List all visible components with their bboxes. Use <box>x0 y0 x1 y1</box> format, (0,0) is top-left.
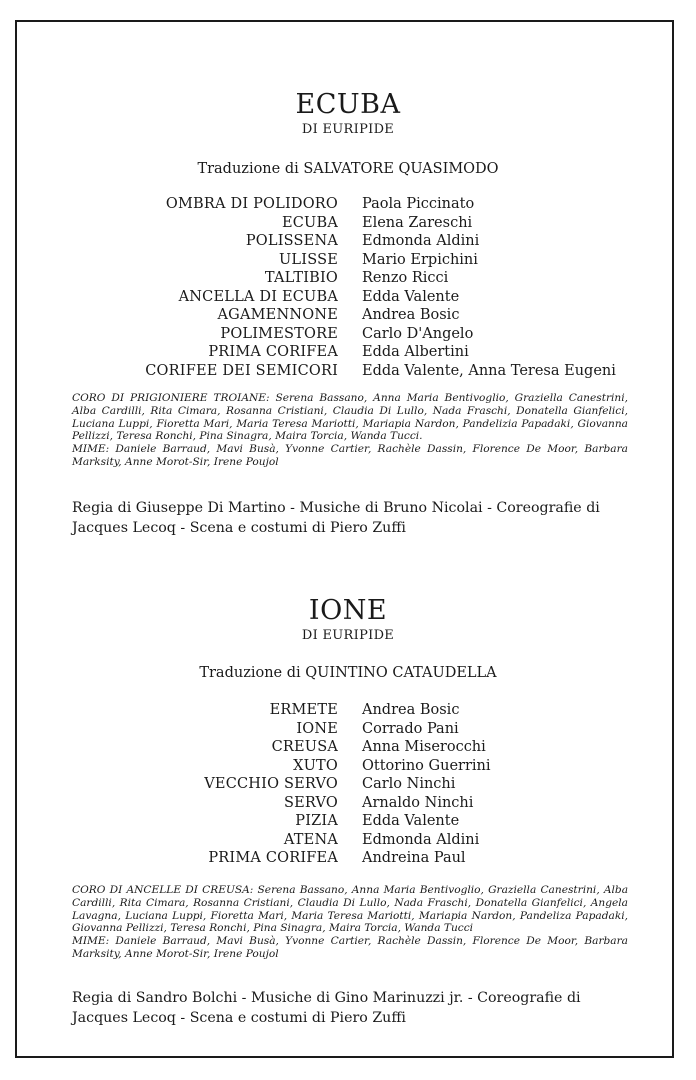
cast-actor: Edmonda Aldini <box>362 831 480 848</box>
ecuba-header <box>0 90 696 138</box>
cast-role: CORIFEE DEI SEMICORI <box>145 362 338 379</box>
cast-role: ERMETE <box>269 702 338 718</box>
cast-actor: Mario Erpichini <box>362 251 478 268</box>
cast-role: AGAMENNONE <box>217 307 338 323</box>
ecuba-translation <box>0 160 696 178</box>
chorus-members: Serena Bassano, Anna Maria Bentivoglio, Graziella Canestrini, Alba Cardilli, Rita Cimara, Rosanna Cristiani, Claudia Di Lullo, Nada Fraschi, Donatella Gianfelici, Luciana Luppi, Fioretta Mari, Maria Teresa Mariotti, Mariapia Nardon, Pandelizia Papadaki, Giovanna Pellizzi, Teresa Ronchi, Pina Sinagra, Maira Torcia, Wanda Tucci. <box>72 392 628 443</box>
play-title: ECUBA <box>295 89 401 120</box>
credits-line: Regia di Sandro Bolchi - Musiche di Gino Marinuzzi jr. - Coreografie di Jacques Lecoq - Scena e costumi di Piero Zuffi <box>72 990 581 1026</box>
mime-paragraph <box>72 935 628 961</box>
chorus-paragraph <box>72 392 628 443</box>
cast-role: TALTIBIO <box>264 270 338 286</box>
ecuba-credits <box>72 498 638 538</box>
cast-actor: Edda Valente <box>362 288 460 305</box>
mime-label: MIME: <box>72 935 110 948</box>
mime-members: Daniele Barraud, Mavi Busà, Yvonne Cartier, Rachèle Dassin, Florence De Moor, Barbara Marksity, Anne Morot-Sir, Irene Poujol <box>72 935 628 960</box>
cast-actor: Edda Valente, Anna Teresa Eugeni <box>362 362 616 379</box>
cast-role: ULISSE <box>279 251 338 268</box>
cast-role: ATENA <box>283 831 338 848</box>
ecuba-cast-list <box>0 195 696 380</box>
cast-role: SERVO <box>283 794 338 811</box>
mime-label: MIME: <box>72 443 110 456</box>
cast-actor: Andrea Bosic <box>362 307 460 323</box>
cast-role: POLIMESTORE <box>220 325 338 342</box>
cast-role: PRIMA CORIFEA <box>208 344 338 360</box>
cast-role: IONE <box>296 720 338 737</box>
cast-actor: Corrado Pani <box>362 720 459 737</box>
play-author: DI EURIPIDE <box>301 628 395 643</box>
ione-cast-list <box>0 701 696 868</box>
cast-role: XUTO <box>293 757 338 774</box>
cast-actor: Edmonda Aldini <box>362 233 480 249</box>
chorus-members: Serena Bassano, Anna Maria Bentivoglio, Graziella Canestrini, Alba Cardilli, Rita Cimara, Rosanna Cristiani, Claudia Di Lullo, Nada Fraschi, Donatella Gianfelici, Angela Lavagna, Luciana Luppi, Fioretta Mari, Maria Teresa Mariotti, Mariapia Nardon, Pandeliza Papadaki, Giovanna Pellizzi, Teresa Ronchi, Pina Sinagra, Maira Torcia, Wanda Tucci <box>72 884 629 935</box>
cast-actor: Edda Albertini <box>362 344 469 360</box>
mime-paragraph <box>72 443 628 469</box>
cast-actor: Anna Miserocchi <box>362 739 486 755</box>
ione-header <box>0 596 696 644</box>
mime-members: Daniele Barraud, Mavi Busà, Yvonne Cartier, Rachèle Dassin, Florence De Moor, Barbara Marksity, Anne Morot-Sir, Irene Poujol <box>72 443 628 468</box>
cast-role: PRIMA CORIFEA <box>208 850 338 866</box>
ecuba-chorus <box>72 392 628 469</box>
cast-role: PIZIA <box>295 813 338 829</box>
cast-role: ANCELLA DI ECUBA <box>178 288 338 305</box>
cast-role: CREUSA <box>271 739 338 755</box>
cast-role: ECUBA <box>281 214 338 231</box>
cast-actor: Andrea Bosic <box>362 702 460 718</box>
translator-line: Traduzione di QUINTINO CATAUDELLA <box>199 665 497 681</box>
credits-line: Regia di Giuseppe Di Martino - Musiche di Bruno Nicolai - Coreografie di Jacques Lecoq - Scena e costumi di Piero Zuffi <box>72 500 600 536</box>
cast-list <box>0 701 696 868</box>
cast-actor: Edda Valente <box>362 813 460 829</box>
cast-role: POLISSENA <box>245 233 338 249</box>
play-author: DI EURIPIDE <box>301 122 395 137</box>
translator-line: Traduzione di SALVATORE QUASIMODO <box>197 161 499 177</box>
cast-actor: Carlo Ninchi <box>362 776 456 792</box>
ione-credits <box>72 988 638 1028</box>
ione-translation <box>0 664 696 682</box>
cast-actor: Carlo D'Angelo <box>362 325 474 342</box>
cast-list <box>0 195 696 380</box>
cast-actor: Paola Piccinato <box>362 196 475 212</box>
cast-actor: Elena Zareschi <box>362 214 473 231</box>
cast-actor: Arnaldo Ninchi <box>362 794 474 811</box>
cast-actor: Andreina Paul <box>362 850 466 866</box>
cast-role: VECCHIO SERVO <box>204 776 338 792</box>
chorus-label: CORO DI ANCELLE DI CREUSA: <box>72 884 254 896</box>
play-title: IONE <box>308 595 388 626</box>
cast-role: OMBRA DI POLIDORO <box>165 196 338 212</box>
chorus-paragraph <box>72 884 628 935</box>
cast-actor: Ottorino Guerrini <box>362 757 491 774</box>
cast-actor: Renzo Ricci <box>362 270 449 286</box>
chorus-label: CORO DI PRIGIONIERE TROIANE: <box>72 392 270 404</box>
ione-chorus <box>72 884 628 961</box>
